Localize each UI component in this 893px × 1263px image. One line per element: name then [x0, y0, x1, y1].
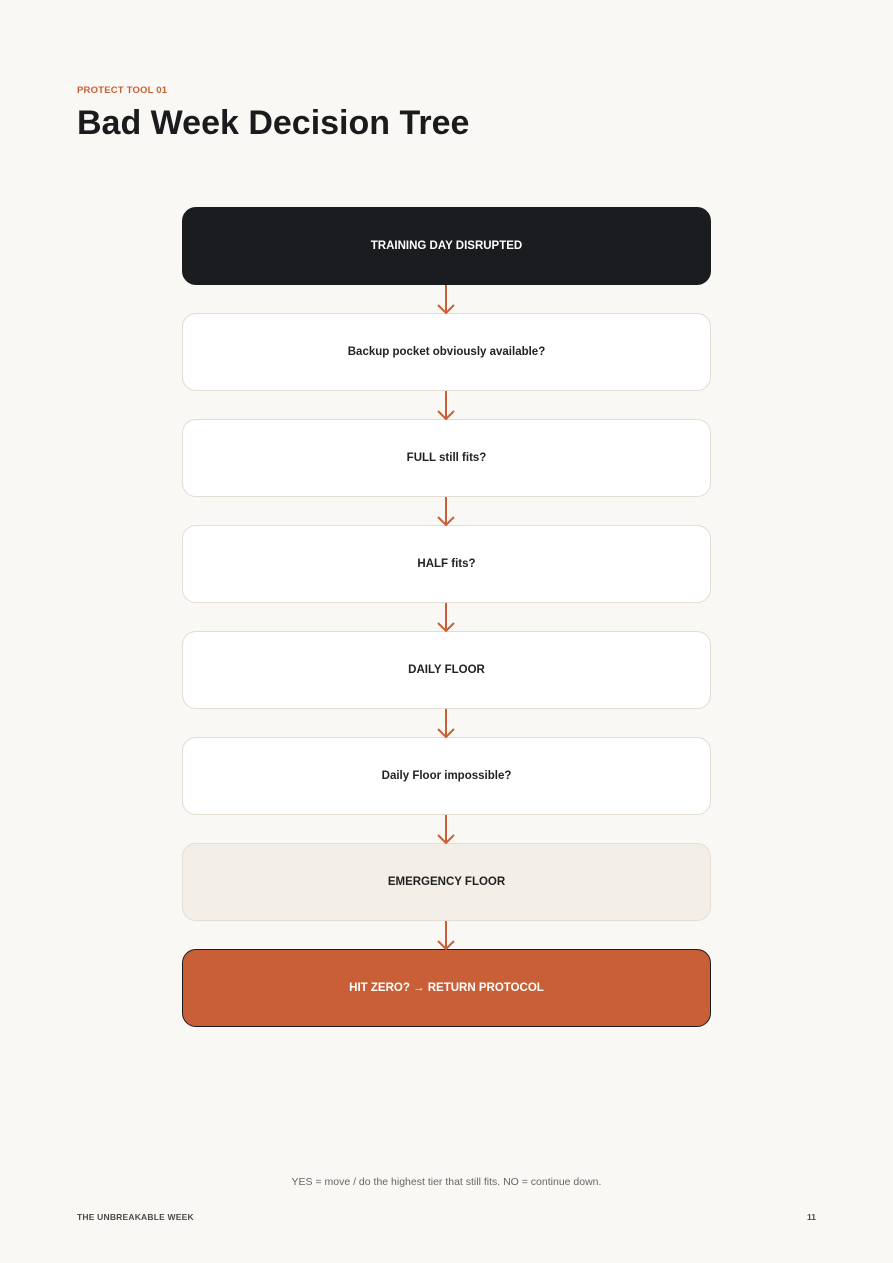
down-arrow-icon [182, 709, 711, 737]
tree-node-half-fits: HALF fits? [182, 525, 711, 603]
down-arrow-icon [182, 921, 711, 949]
decision-tree [182, 207, 711, 1027]
down-arrow-icon [182, 497, 711, 525]
down-arrow-icon [182, 603, 711, 631]
tree-node-backup-pocket: Backup pocket obviously available? [182, 313, 711, 391]
tree-node-floor-impossible: Daily Floor impossible? [182, 737, 711, 815]
page-number: 11 [807, 1212, 816, 1222]
page-title: Bad Week Decision Tree [77, 104, 470, 142]
tree-node-daily-floor: DAILY FLOOR [182, 631, 711, 709]
section-eyebrow: PROTECT TOOL 01 [77, 85, 168, 96]
down-arrow-icon [182, 285, 711, 313]
down-arrow-icon [182, 391, 711, 419]
down-arrow-icon [182, 815, 711, 843]
footer-book-title: THE UNBREAKABLE WEEK [77, 1212, 194, 1222]
tree-node-full-fits: FULL still fits? [182, 419, 711, 497]
tree-node-start: TRAINING DAY DISRUPTED [182, 207, 711, 285]
tree-node-return-protocol: HIT ZERO? → RETURN PROTOCOL [182, 949, 711, 1027]
tree-node-emergency-floor: EMERGENCY FLOOR [182, 843, 711, 921]
legend-note: YES = move / do the highest tier that still fits. NO = continue down. [291, 1176, 602, 1188]
